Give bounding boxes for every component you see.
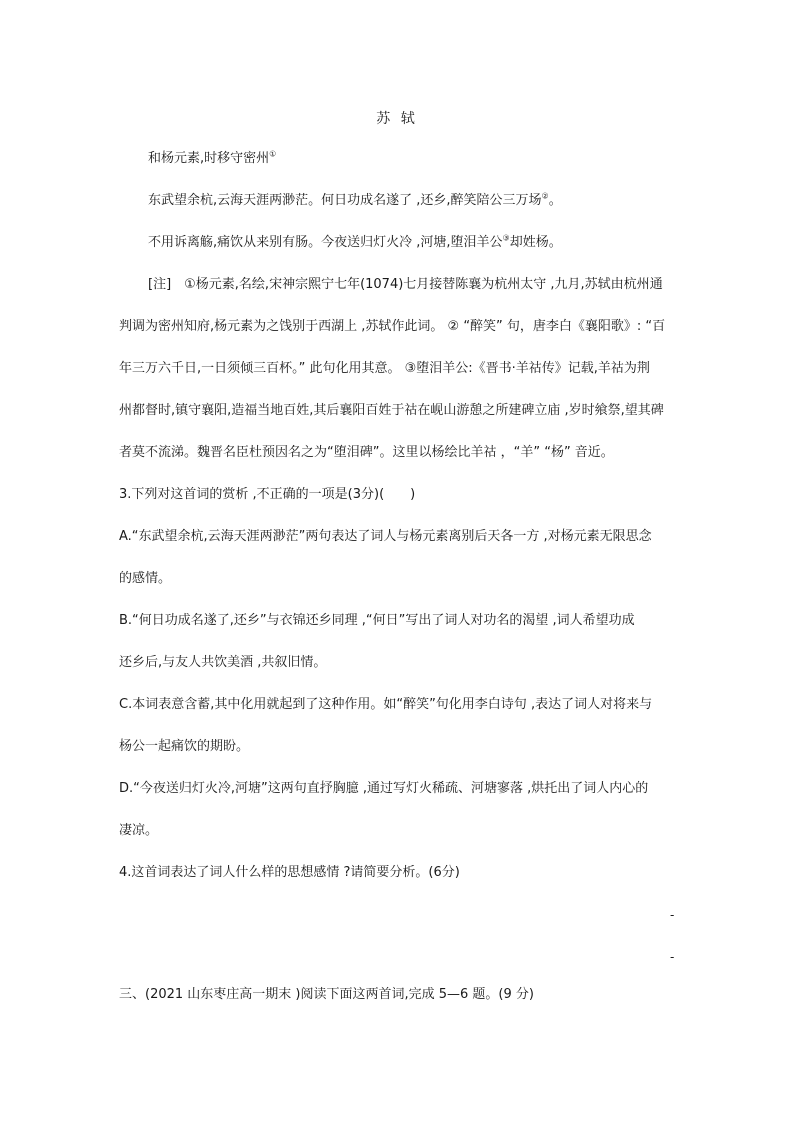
footnote-marker-3: ③	[502, 233, 510, 243]
answer-mark-2: -	[670, 950, 675, 964]
poem-line-1	[148, 192, 562, 210]
question-4-stem: 4.这首词表达了词人什么样的思想感情 ?请简要分析。(6分)	[119, 865, 460, 880]
option-a-line-1: A.“东武望余杭,云海天涯两渺茫”两句表达了词人与杨元素离别后天各一方 ,对杨元素无限思念	[119, 529, 652, 544]
poem-line-2	[148, 234, 562, 252]
notes-line-1: [注] ①杨元素,名绘,宋神宗熙宁七年(1074)七月接替陈襄为杭州太守 ,九月,苏轼由杭州通	[148, 277, 663, 292]
poem-line-2-end: 却姓杨。	[509, 235, 562, 250]
question-3-stem: 3.下列对这首词的赏析 ,不正确的一项是(3分)( )	[119, 487, 416, 502]
footnote-marker-2: ②	[541, 191, 549, 201]
poem-line-1-end: 。	[548, 193, 562, 208]
notes-line-3: 年三万六千日,一日须倾三百杯。” 此句化用其意。 ③堕泪羊公:《晋书·羊祜传》记载,羊祜为荆	[119, 361, 650, 376]
option-b-line-2: 还乡后,与友人共饮美酒 ,共叙旧情。	[119, 655, 327, 670]
option-d-line-1: D.“今夜送归灯火冷,河塘”这两句直抒胸臆 ,通过写灯火稀疏、河塘寥落 ,烘托出了词人内心的	[119, 781, 649, 796]
notes-line-2: 判调为密州知府,杨元素为之饯别于西湖上 ,苏轼作此词。 ② “醉笑” 句，唐李白《襄阳歌》: “百	[119, 319, 666, 334]
notes-line-4: 州都督时,镇守襄阳,造福当地百姓,其后襄阳百姓于祜在岘山游憩之所建碑立庙 ,岁时飨祭,望其碑	[119, 403, 664, 418]
option-a-line-2: 的感情。	[119, 571, 172, 586]
answer-mark-1: -	[670, 908, 675, 922]
poem-line-2-text: 不用诉离觞,痛饮从来别有肠。今夜送归灯火冷 ,河塘,堕泪羊公	[148, 235, 503, 250]
poem-author: 苏 轼	[376, 111, 418, 127]
section-3-heading: 三、(2021 山东枣庄高一期末 )阅读下面这两首词,完成 5—6 题。(9 分)	[119, 987, 534, 1002]
option-b-line-1: B.“何日功成名遂了,还乡”与衣锦还乡同理 ,“何日”写出了词人对功名的渴望 ,词人希望功成	[119, 613, 635, 628]
poem-title-text: 和杨元素,时移守密州	[148, 151, 270, 166]
option-c-line-1: C.本词表意含蓄,其中化用就起到了这种作用。如“醉笑”句化用李白诗句 ,表达了词人对将来与	[119, 697, 653, 712]
option-c-line-2: 杨公一起痛饮的期盼。	[119, 739, 250, 754]
poem-title-line	[148, 150, 276, 168]
notes-line-5: 者莫不流涕。魏晋名臣杜预因名之为“堕泪碑”。这里以杨绘比羊祜 ，“羊” “杨” 音近。	[119, 445, 614, 460]
option-d-line-2: 凄凉。	[119, 823, 159, 838]
poem-line-1-text: 东武望余杭,云海天涯两渺茫。何日功成名遂了 ,还乡,醉笑陪公三万场	[148, 193, 542, 208]
footnote-marker-1: ①	[269, 149, 277, 159]
